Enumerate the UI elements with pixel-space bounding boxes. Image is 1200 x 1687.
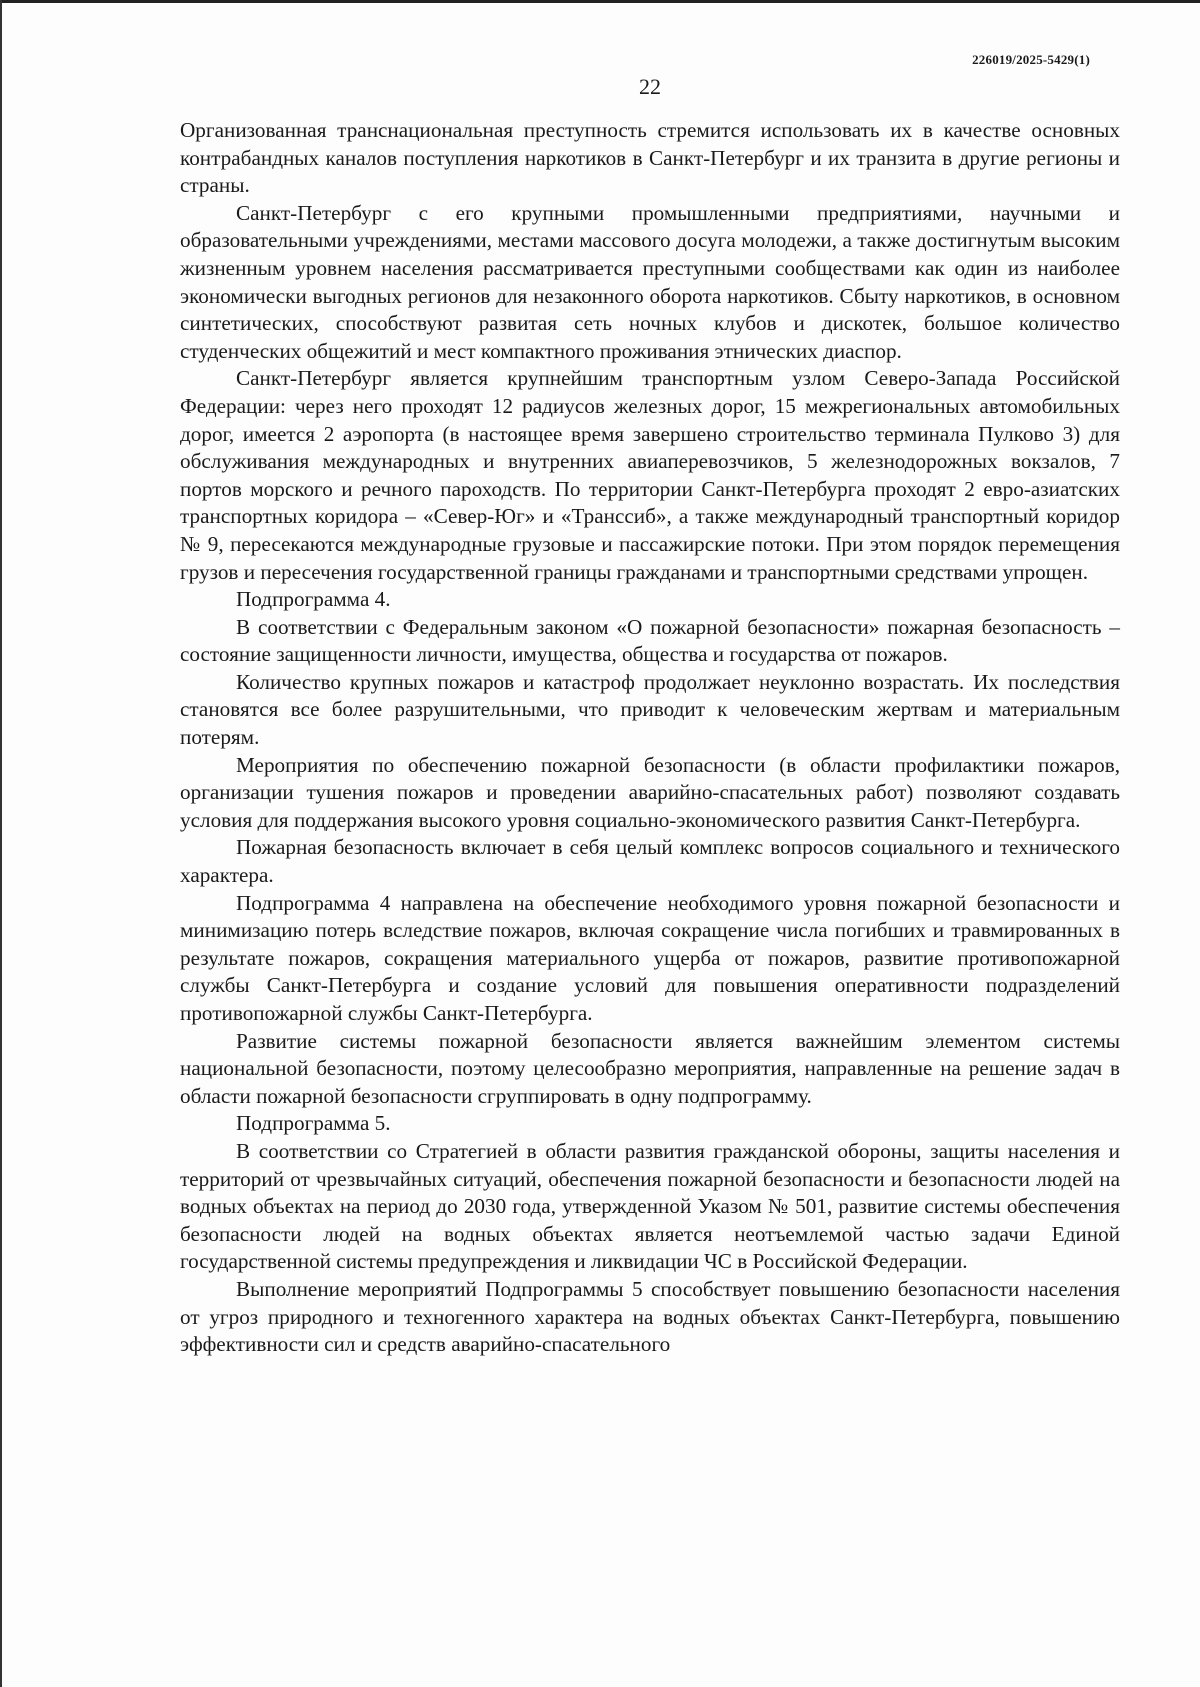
paragraph: Организованная транснациональная преступность стремится использовать их в качестве основных контрабандных каналов поступления наркотиков в Санкт-Петербург и их транзита в другие регионы и страны. [180,118,1120,198]
paragraph: Санкт-Петербург с его крупными промышленными предприятиями, научными и образовательными учреждениями, местами массового досуга молодежи, а также достигнутым высоким жизненным уровнем населения рассматривается преступными сообществами как один из наиболее экономически выгодных регионов для незаконного оборота наркотиков. Сбыту наркотиков, в основном синтетических, способствуют развитая сеть ночных клубов и дискотек, большое количество студенческих общежитий и мест компактного проживания этнических диаспор. [180,200,1120,363]
document-number: 226019/2025-5429(1) [972,52,1090,67]
document-body [180,117,1120,1359]
paragraph: Мероприятия по обеспечению пожарной безопасности (в области профилактики пожаров, организации тушения пожаров и проведении аварийно-спасательных работ) позволяют создавать условия для поддержания высокого уровня социально-экономического развития Санкт-Петербурга. [180,752,1120,832]
scan-top-marks [600,0,830,4]
paragraph: Развитие системы пожарной безопасности является важнейшим элементом системы национальной безопасности, поэтому целесообразно мероприятия, направленные на решение задач в области пожарной безопасности сгруппировать в одну подпрограмму. [180,1028,1120,1108]
paragraph: В соответствии со Стратегией в области развития гражданской обороны, защиты населения и территорий от чрезвычайных ситуаций, обеспечения пожарной безопасности и безопасности людей на водных объектах на период до 2030 года, утвержденной Указом № 501, развитие системы обеспечения безопасности людей на водных объектах является неотъемлемой частью задачи Единой государственной системы предупреждения и ликвидации ЧС в Российской Федерации. [180,1138,1120,1274]
paragraph: Подпрограмма 4 направлена на обеспечение необходимого уровня пожарной безопасности и минимизацию потерь вследствие пожаров, включая сокращение числа погибших и травмированных в результате пожаров, сокращения материального ущерба от пожаров, развитие противопожарной службы Санкт-Петербурга и создание условий для повышения оперативности подразделений противопожарной службы Санкт-Петербурга. [180,890,1120,1025]
paragraph: В соответствии с Федеральным законом «О пожарной безопасности» пожарная безопасность – состояние защищенности личности, имущества, общества и государства от пожаров. [180,614,1120,667]
page-number: 22 [639,74,661,99]
section-heading: Подпрограмма 4. [236,587,391,612]
paragraph: Выполнение мероприятий Подпрограммы 5 способствует повышению безопасности населения от угроз природного и техногенного характера на водных объектах Санкт-Петербурга, повышению эффективности сил и средств аварийно-спасательного [180,1276,1120,1357]
paragraph: Санкт-Петербург является крупнейшим транспортным узлом Северо-Запада Российской Федерации: через него проходят 12 радиусов железных дорог, 15 межрегиональных автомобильных дорог, имеется 2 аэропорта (в настоящее время завершено строительство терминала Пулково 3) для обслуживания международных и внутренних авиаперевозчиков, 5 железнодорожных вокзалов, 7 портов морского и речного пароходств. По территории Санкт-Петербурга проходят 2 евро-азиатских транспортных коридора – «Север-Юг» и «Транссиб», а также международный транспортный коридор № 9, пересекаются международные грузовые и пассажирские потоки. При этом порядок перемещения грузов и пересечения государственной границы гражданами и транспортными средствами упрощен. [180,366,1120,584]
paragraph: Количество крупных пожаров и катастроф продолжает неуклонно возрастать. Их последствия становятся все более разрушительными, что приводит к человеческим жертвам и материальным потерям. [180,669,1120,750]
scan-left-edge [0,0,2,1687]
section-heading: Подпрограмма 5. [236,1111,391,1136]
paragraph: Пожарная безопасность включает в себя целый комплекс вопросов социального и технического характера. [180,835,1120,888]
